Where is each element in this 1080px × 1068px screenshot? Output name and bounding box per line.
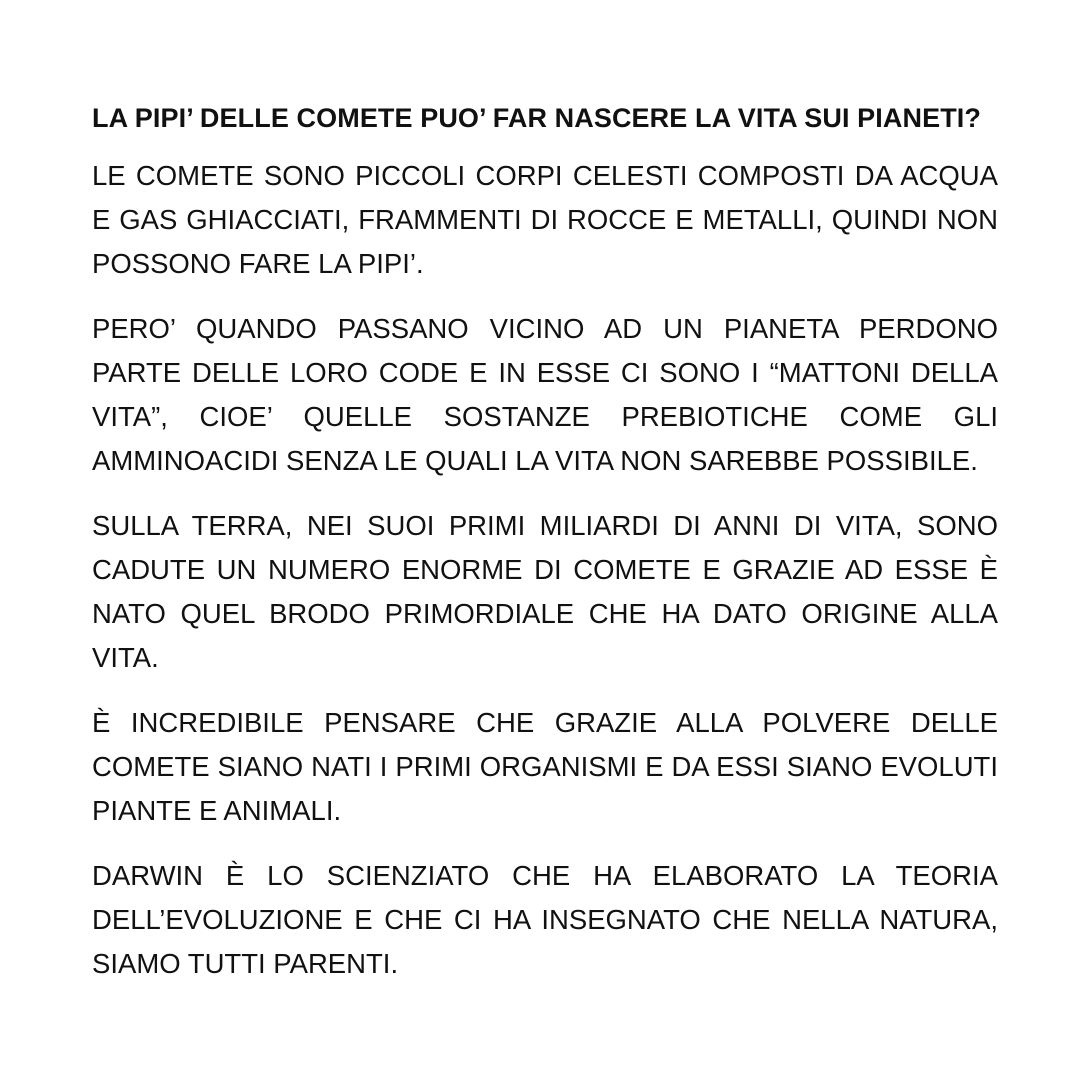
paragraph-comets-composition: LE COMETE SONO PICCOLI CORPI CELESTI COMPOSTI DA ACQUA E GAS GHIACCIATI, FRAMMENTI DI ROCCE E METALLI, QUINDI NON POSSONO FARE LA PIPI’. [92, 160, 998, 279]
document-title: LA PIPI’ DELLE COMETE PUO’ FAR NASCERE LA VITA SUI PIANETI? [92, 103, 981, 133]
document-page [92, 96, 998, 1007]
paragraph-darwin: DARWIN È LO SCIENZIATO CHE HA ELABORATO LA TEORIA DELL’EVOLUZIONE E CHE CI HA INSEGNATO CHE NELLA NATURA, SIAMO TUTTI PARENTI. [92, 860, 998, 979]
paragraph-building-blocks: PERO’ QUANDO PASSANO VICINO AD UN PIANETA PERDONO PARTE DELLE LORO CODE E IN ESSE CI SONO I “MATTONI DELLA VITA”, CIOE’ QUELLE SOSTANZE PREBIOTICHE COME GLI AMMINOACIDI SENZA LE QUALI LA VITA NON SAREBBE POSSIBILE. [92, 313, 998, 476]
paragraph-primordial-soup: SULLA TERRA, NEI SUOI PRIMI MILIARDI DI ANNI DI VITA, SONO CADUTE UN NUMERO ENORME DI COMETE E GRAZIE AD ESSE È NATO QUEL BRODO PRIMORDIALE CHE HA DATO ORIGINE ALLA VITA. [92, 510, 998, 673]
paragraph-first-organisms: È INCREDIBILE PENSARE CHE GRAZIE ALLA POLVERE DELLE COMETE SIANO NATI I PRIMI ORGANISMI E DA ESSI SIANO EVOLUTI PIANTE E ANIMALI. [92, 707, 998, 826]
